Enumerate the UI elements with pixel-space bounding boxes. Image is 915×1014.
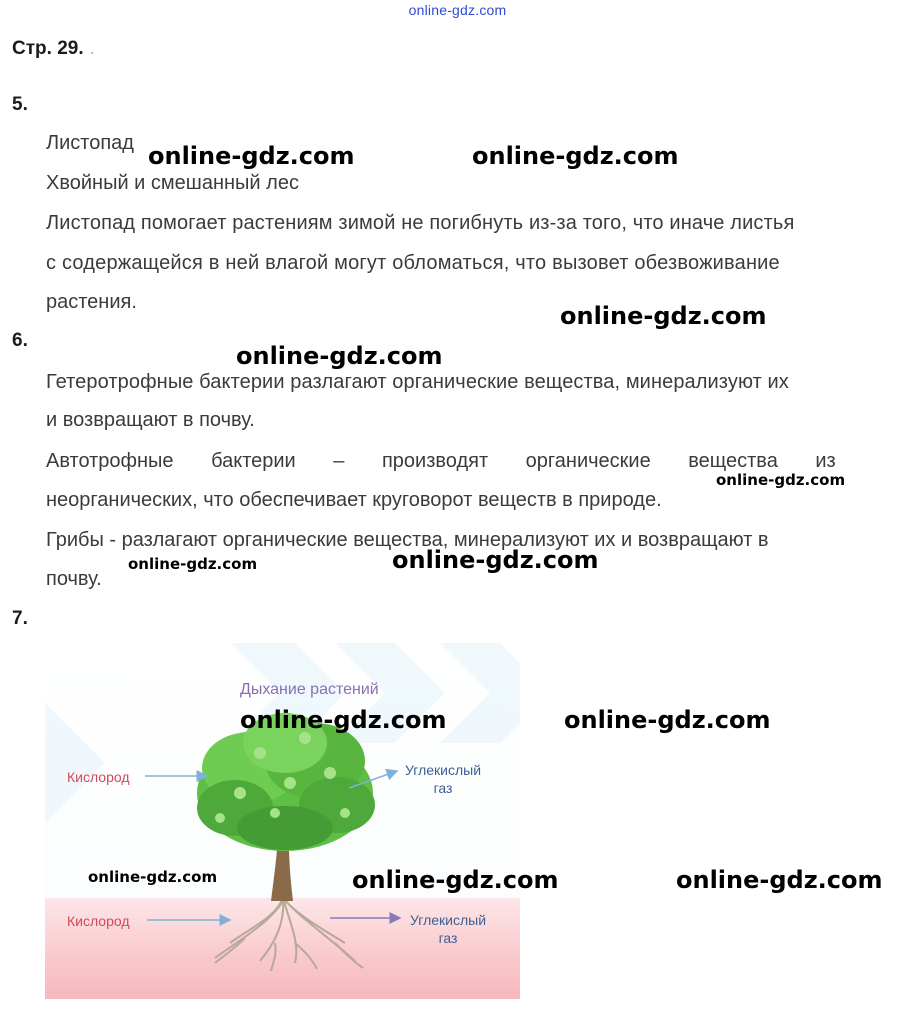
co2-label-bottom-line-2: газ — [438, 930, 458, 946]
task-5-line-2: Хвойный и смешанный лес — [46, 172, 299, 194]
task-6-line-4: неорганических, что обеспечивает круговорот веществ в природе. — [46, 489, 662, 511]
co2-label-top — [405, 761, 481, 797]
page-title — [12, 38, 95, 60]
watermark: online-gdz.com — [564, 706, 771, 734]
plant-respiration-figure — [45, 643, 520, 999]
co2-label-top-line-2: газ — [433, 780, 453, 796]
oxygen-label-top: Кислород — [67, 769, 130, 785]
watermark: online-gdz.com — [560, 302, 767, 330]
watermark: online-gdz.com — [676, 866, 883, 894]
task-6-line-1: Гетеротрофные бактерии разлагают органические вещества, минерализуют их — [46, 371, 789, 393]
task-6-line-6: почву. — [46, 568, 102, 590]
task-5-number: 5. — [12, 94, 28, 115]
figure-title: Дыхание растений — [240, 681, 379, 698]
co2-label-top-line-1: Углекислый — [405, 762, 482, 778]
co2-label-bottom — [410, 911, 486, 947]
watermark: online-gdz.com — [472, 142, 679, 170]
task-6-line-3: Автотрофные бактерии – производят органические вещества из — [46, 450, 836, 472]
watermark: online-gdz.com — [240, 706, 447, 734]
watermark: online-gdz.com — [128, 555, 258, 573]
watermark: online-gdz.com — [148, 142, 355, 170]
watermark: online-gdz.com — [88, 868, 218, 886]
page-title-mark: . — [89, 38, 95, 59]
roots — [215, 898, 363, 971]
top-watermark: online-gdz.com — [408, 2, 507, 18]
oxygen-label-bottom: Кислород — [67, 913, 130, 929]
co2-label-bottom-line-1: Углекислый — [410, 912, 487, 928]
task-5-line-4: с содержащейся в ней влагой могут обломаться, что вызовет обезвоживание — [46, 252, 780, 274]
task-6-number: 6. — [12, 330, 28, 351]
watermark: online-gdz.com — [716, 471, 846, 489]
watermark: online-gdz.com — [352, 866, 559, 894]
task-5-line-3: Листопад помогает растениям зимой не погибнуть из-за того, что иначе листья — [46, 212, 795, 234]
task-6-line-2: и возвращают в почву. — [46, 409, 255, 431]
task-5-line-5: растения. — [46, 291, 137, 313]
page-title-text: Стр. 29. — [12, 38, 84, 59]
task-5-line-1: Листопад — [46, 132, 134, 154]
task-6-line-5: Грибы - разлагают органические вещества, минерализуют их и возвращают в — [46, 529, 769, 551]
watermark: online-gdz.com — [236, 342, 443, 370]
task-7-number: 7. — [12, 608, 28, 629]
watermark: online-gdz.com — [392, 546, 599, 574]
